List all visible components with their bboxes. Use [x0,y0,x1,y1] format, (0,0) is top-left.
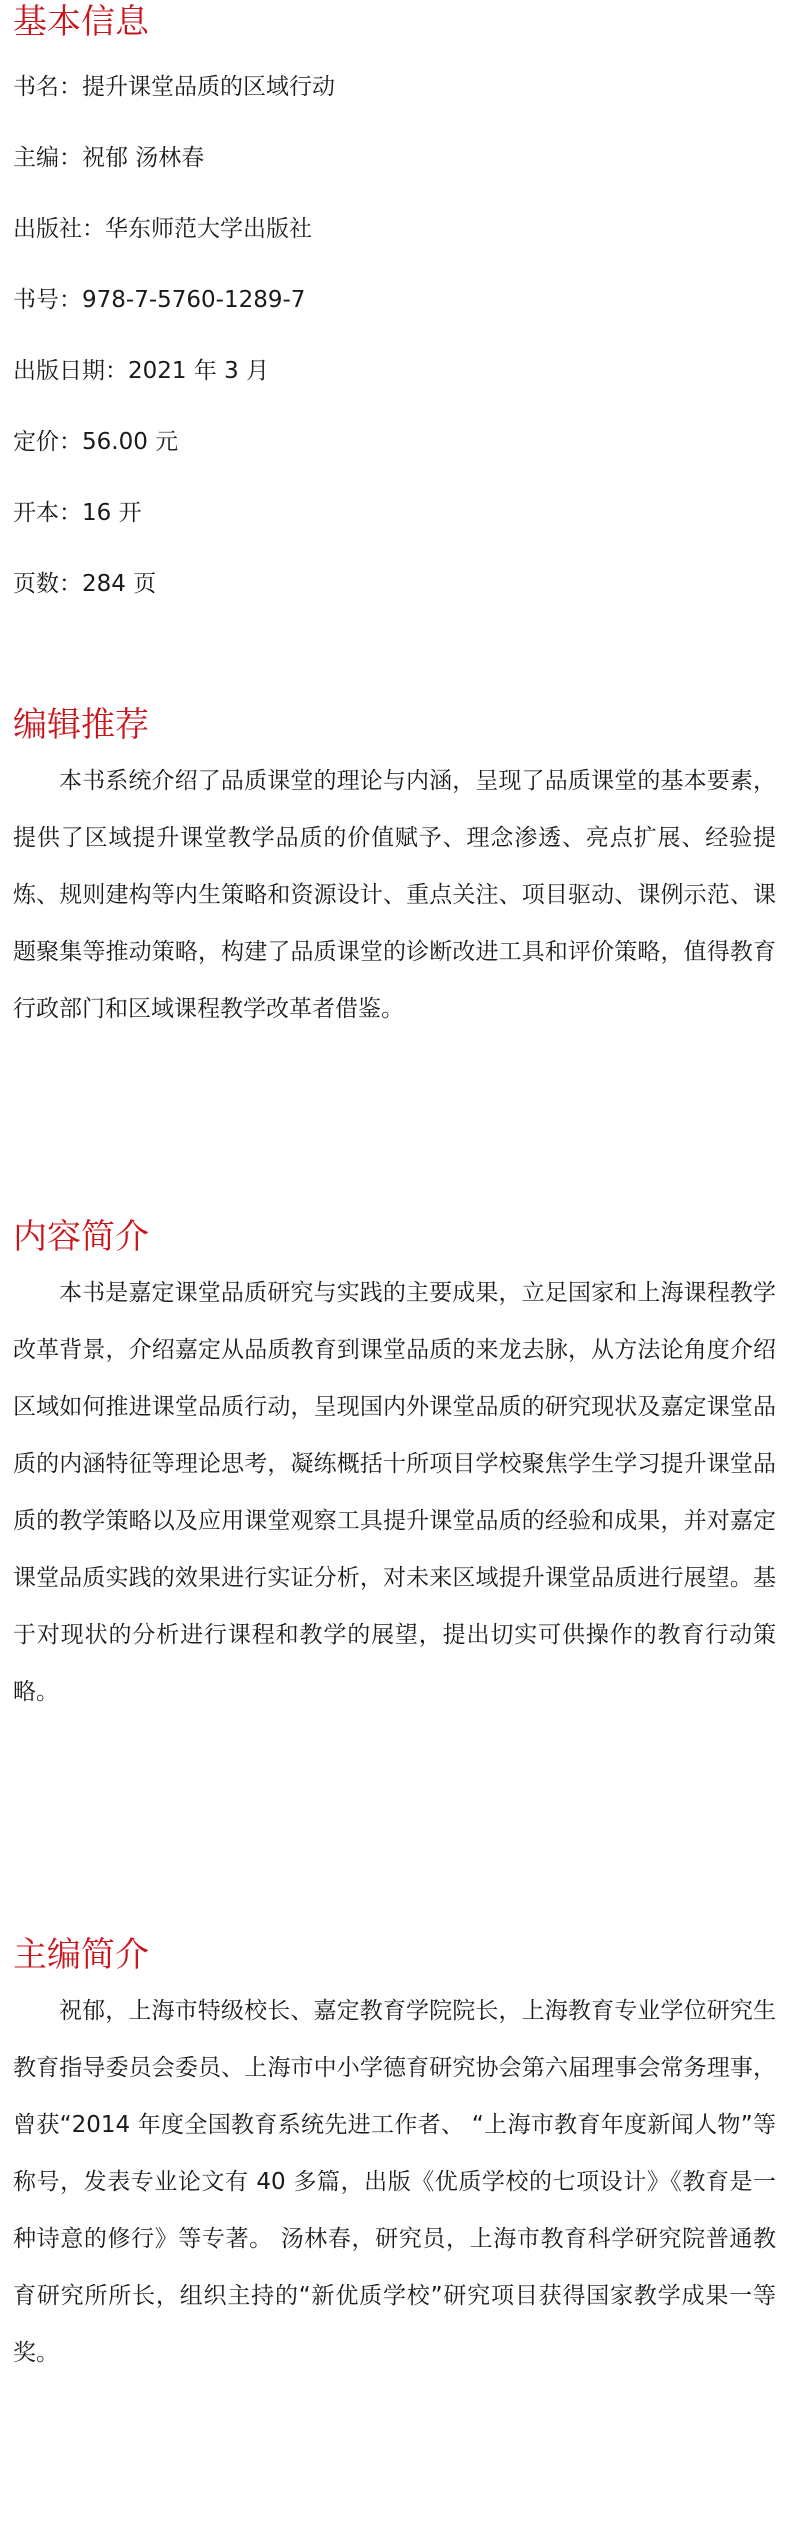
editor-recommendation-section [13,703,776,1038]
basic-info-heading: 基本信息 [13,2,149,42]
book-title-row: 书名：提升课堂品质的区域行动 [13,74,335,100]
page-count-row: 页数：284 页 [13,571,157,597]
chief-editor-heading: 主编简介 [13,1935,149,1975]
content-summary-heading: 内容简介 [13,1217,149,1257]
basic-info-section [13,0,776,620]
publisher-row: 出版社：华东师范大学出版社 [13,216,312,242]
chief-editor-text: 祝郁，上海市特级校长、嘉定教育学院院长，上海教育专业学位研究生教育指导委员会委员、上海市中小学德育研究协会第六届理事会常务理事，曾获“2014 年度全国教育系统先进工作者、 “上海市教育年度新闻人物”等称号，发表专业论文有 40 多篇，出版《优质学校的七项设计》《教育是一种诗意的修行》等专著。 汤林春，研究员，上海市教育科学研究院普通教育研究所所长，组织主持的“新优质学校”研究项目获得国家教学成果一等奖。 [13,1998,776,2366]
chief-editor-section [13,1933,776,2382]
basic-info-list [13,52,776,620]
content-summary-section [13,1215,776,1721]
isbn-row: 书号：978-7-5760-1289-7 [13,287,306,313]
format-row: 开本：16 开 [13,500,142,526]
chief-editor-row: 主编：祝郁 汤林春 [13,145,205,171]
content-summary-text: 本书是嘉定课堂品质研究与实践的主要成果，立足国家和上海课程教学改革背景，介绍嘉定从品质教育到课堂品质的来龙去脉，从方法论角度介绍区域如何推进课堂品质行动，呈现国内外课堂品质的研究现状及嘉定课堂品质的内涵特征等理论思考，凝练概括十所项目学校聚焦学生学习提升课堂品质的教学策略以及应用课堂观察工具提升课堂品质的经验和成果，并对嘉定课堂品质实践的效果进行实证分析，对未来区域提升课堂品质进行展望。基于对现状的分析进行课程和教学的展望，提出切实可供操作的教育行动策略。 [13,1280,776,1705]
price-row: 定价：56.00 元 [13,429,179,455]
editor-recommendation-text: 本书系统介绍了品质课堂的理论与内涵，呈现了品质课堂的基本要素，提供了区域提升课堂教学品质的价值赋予、理念渗透、亮点扩展、经验提炼、规则建构等内生策略和资源设计、重点关注、项目驱动、课例示范、课题聚集等推动策略，构建了品质课堂的诊断改进工具和评价策略，值得教育行政部门和区域课程教学改革者借鉴。 [13,768,776,1022]
editor-recommendation-heading: 编辑推荐 [13,705,149,745]
publish-date-row: 出版日期：2021 年 3 月 [13,358,270,384]
